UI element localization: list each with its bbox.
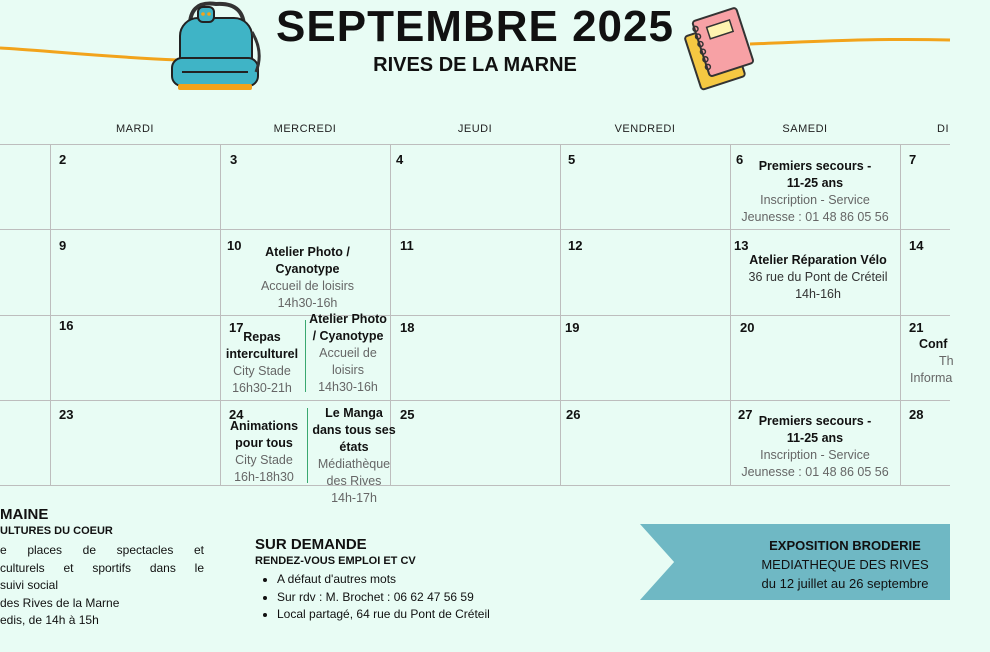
exhibition-banner-text [700,536,990,593]
event-title: Atelier Photo / Cyanotype [309,312,387,343]
event-separator [305,320,306,392]
day-number: 24 [229,407,244,422]
section-line: des Rives de la Marne [0,595,120,610]
banner-line: du 12 juillet au 26 septembre [761,576,929,591]
day-number: 18 [400,320,415,335]
day-name-wednesday: MERCREDI [273,123,337,135]
event-detail: 14h-17h [331,491,377,505]
page-title: SEPTEMBRE 2025 [276,2,674,51]
day-number: 7 [909,152,917,167]
event-le-manga [312,405,396,507]
section-sur-demande [255,536,585,624]
grid-line [730,144,731,486]
day-name-sunday: DI [937,123,949,135]
day-number: 3 [230,152,238,167]
day-name-tuesday: MARDI [116,123,154,135]
page-subtitle: RIVES DE LA MARNE [373,54,577,76]
event-detail: 16h30-21h [232,381,292,395]
list-item: • Local partagé, 64 rue du Pont de Créteil [277,606,585,624]
event-detail: 36 rue du Pont de Créteil [748,270,888,284]
event-detail: 16h-18h30 [234,470,294,484]
day-number: 17 [229,320,244,335]
day-number: 11 [400,238,414,253]
event-title: Repas interculturel [225,330,299,361]
day-number: 16 [59,318,74,333]
event-detail: Inscription - Service [760,448,870,462]
event-detail: Jeunesse : 01 48 86 05 56 [741,465,889,479]
event-detail: 14h30-16h [318,380,378,394]
event-atelier-reparation-velo [738,252,898,303]
event-conference-partial [905,336,989,387]
grid-line [0,485,950,486]
banner-title: EXPOSITION BRODERIE [769,538,921,553]
day-number: 23 [59,407,74,422]
event-detail: Informa [910,371,953,385]
day-number: 20 [740,320,755,335]
day-number: 27 [738,407,753,422]
list-item: • Sur rdv : M. Brochet : 06 62 47 56 59 [277,589,585,607]
day-number: 13 [734,238,749,253]
event-atelier-photo [250,244,365,312]
event-detail: Inscription - Service [760,193,870,207]
grid-line [0,229,950,230]
event-premiers-secours [740,158,890,226]
section-left [0,506,215,630]
day-number: 21 [909,320,924,335]
event-title: Conf [919,337,948,351]
section-line: culturels et sportifs dans le [0,560,204,575]
banner-line: MEDIATHEQUE DES RIVES [761,557,929,572]
day-number: 19 [565,320,580,335]
day-number: 4 [396,152,404,167]
event-atelier-photo [308,311,388,396]
section-line: e places de spectacles et [0,543,204,557]
day-number: 9 [59,238,67,253]
day-number: 12 [568,238,583,253]
day-number: 10 [227,238,242,253]
day-number: 5 [568,152,576,167]
day-number: 25 [400,407,415,422]
section-subheading: RENDEZ-VOUS EMPLOI ET CV [255,555,416,567]
event-title: Animations pour tous [229,419,299,450]
event-title: Premiers secours - 11-25 ans [758,414,872,445]
grid-line [0,144,950,145]
event-detail: City Stade [233,364,291,378]
day-number: 6 [736,152,744,167]
event-detail: Jeunesse : 01 48 86 05 56 [741,210,889,224]
list-item: • A défaut d'autres mots [277,571,585,589]
event-title: Atelier Réparation Vélo [749,253,887,267]
section-subheading: ULTURES DU COEUR [0,525,113,537]
grid-line [0,400,950,401]
section-heading: SUR DEMANDE [255,536,367,553]
grid-line [50,144,51,486]
event-detail: Médiathèque des Rives [317,457,391,488]
day-number: 28 [909,407,924,422]
event-premiers-secours [740,413,890,481]
grid-line [0,315,950,316]
grid-line [560,144,561,486]
day-name-friday: VENDREDI [614,123,676,135]
grid-line [900,144,901,486]
section-line: suivi social [0,578,59,592]
event-title: Atelier Photo / Cyanotype [265,245,350,276]
event-detail: 14h30-16h [277,296,338,310]
event-title: Le Manga dans tous ses états [312,406,396,454]
event-repas-interculturel [220,329,304,397]
section-heading: MAINE [0,506,49,523]
day-number: 26 [566,407,581,422]
event-animations-pour-tous [220,418,308,486]
event-detail: Accueil de loisirs [260,279,355,293]
section-line: edis, de 14h à 15h [0,613,99,627]
day-number: 14 [909,238,924,253]
day-number: 2 [59,152,67,167]
event-detail: City Stade [235,453,293,467]
event-detail: 14h-16h [795,287,841,301]
day-name-saturday: SAMEDI [782,123,828,135]
event-title: Premiers secours - 11-25 ans [758,159,872,190]
event-detail: Accueil de loisirs [319,346,377,377]
event-separator [307,408,308,483]
event-detail: Th [939,354,954,368]
day-name-thursday: JEUDI [457,123,493,135]
